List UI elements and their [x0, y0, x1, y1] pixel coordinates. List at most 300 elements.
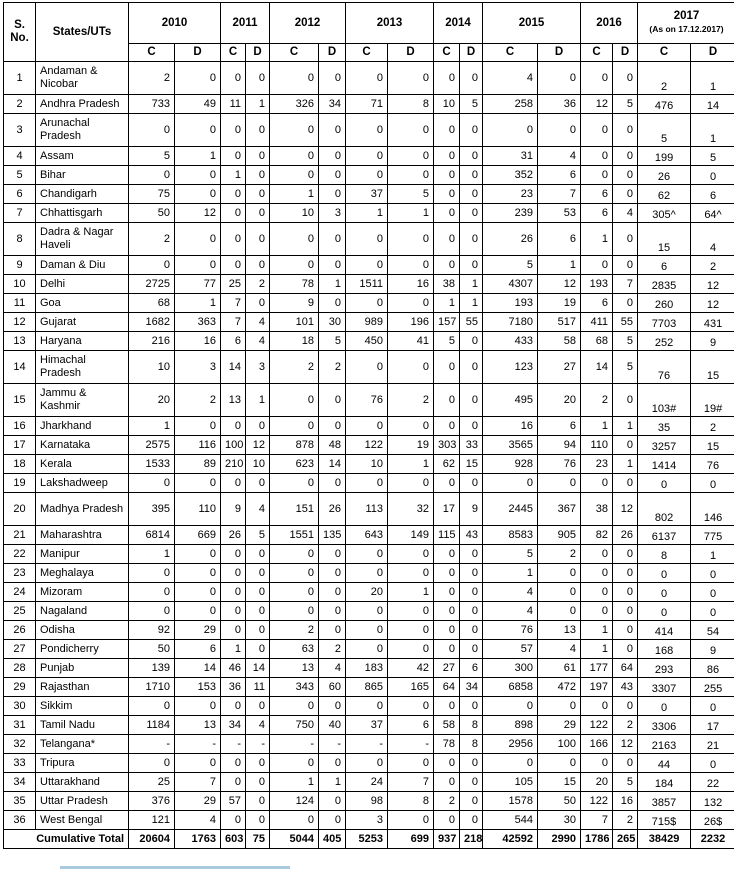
value-cell: 0 — [221, 147, 246, 166]
value-cell: 0 — [221, 545, 246, 564]
value-cell: 0 — [434, 62, 460, 95]
table-row — [4, 493, 734, 526]
value-cell: 2725 — [129, 275, 175, 294]
value-cell: 92 — [129, 621, 175, 640]
value-cell: 2 — [270, 351, 319, 384]
value-cell: 14 — [581, 351, 613, 384]
value-cell: 300 — [483, 659, 538, 678]
state-name-cell: Tamil Nadu — [36, 716, 129, 735]
value-cell: 476 — [638, 95, 691, 114]
value-cell: 1 — [581, 223, 613, 256]
value-cell: 0 — [638, 602, 691, 621]
value-cell: 64 — [434, 678, 460, 697]
value-cell: 0 — [346, 294, 388, 313]
value-cell: 0 — [613, 166, 638, 185]
value-cell: 411 — [581, 313, 613, 332]
value-cell: 6814 — [129, 526, 175, 545]
value-cell: 115 — [434, 526, 460, 545]
value-cell: 1682 — [129, 313, 175, 332]
value-cell: 12 — [691, 294, 734, 313]
table-row — [4, 773, 734, 792]
total-value-cell: 265 — [613, 830, 638, 849]
value-cell: 433 — [483, 332, 538, 351]
value-cell: 12 — [691, 275, 734, 294]
value-cell: 14 — [691, 95, 734, 114]
value-cell: 450 — [346, 332, 388, 351]
table-row — [4, 545, 734, 564]
value-cell: 122 — [581, 792, 613, 811]
state-name-cell: Daman & Diu — [36, 256, 129, 275]
value-cell: 0 — [388, 621, 434, 640]
value-cell: 0 — [319, 811, 346, 830]
state-name-cell: Arunachal Pradesh — [36, 114, 129, 147]
value-cell: 8 — [388, 95, 434, 114]
value-cell: - — [221, 735, 246, 754]
value-cell: 2 — [691, 256, 734, 275]
value-cell: 61 — [538, 659, 581, 678]
state-name-cell: Dadra & Nagar Haveli — [36, 223, 129, 256]
value-cell: 86 — [691, 659, 734, 678]
value-cell: 15 — [460, 455, 483, 474]
value-cell: 196 — [388, 313, 434, 332]
value-cell: 7 — [613, 275, 638, 294]
value-cell: 0 — [434, 417, 460, 436]
value-cell: 34 — [221, 716, 246, 735]
value-cell: 1 — [581, 417, 613, 436]
value-cell: 1 — [246, 95, 270, 114]
value-cell: 6 — [388, 716, 434, 735]
value-cell: 0 — [691, 697, 734, 716]
value-cell: 49 — [175, 95, 221, 114]
state-name-cell: Uttar Pradesh — [36, 792, 129, 811]
value-cell: 33 — [460, 436, 483, 455]
state-name-cell: Jharkhand — [36, 417, 129, 436]
sno-cell: 4 — [4, 147, 36, 166]
sno-cell: 23 — [4, 564, 36, 583]
value-cell: 0 — [346, 564, 388, 583]
value-cell: 0 — [613, 436, 638, 455]
total-value-cell: 42592 — [483, 830, 538, 849]
value-cell: 0 — [175, 256, 221, 275]
value-cell: 20 — [581, 773, 613, 792]
value-cell: 12 — [175, 204, 221, 223]
value-cell: 0 — [388, 754, 434, 773]
value-cell: 0 — [434, 754, 460, 773]
value-cell: 12 — [246, 436, 270, 455]
value-cell: 12 — [538, 275, 581, 294]
sno-cell: 3 — [4, 114, 36, 147]
value-cell: 0 — [581, 545, 613, 564]
value-cell: 0 — [460, 773, 483, 792]
total-value-cell: 937 — [434, 830, 460, 849]
value-cell: 139 — [129, 659, 175, 678]
value-cell: 2 — [319, 351, 346, 384]
value-cell: 166 — [581, 735, 613, 754]
value-cell: 414 — [638, 621, 691, 640]
value-cell: 26 — [221, 526, 246, 545]
state-name-cell: Madhya Pradesh — [36, 493, 129, 526]
value-cell: 4 — [483, 583, 538, 602]
table-row — [4, 697, 734, 716]
value-cell: 53 — [538, 204, 581, 223]
value-cell: 3565 — [483, 436, 538, 455]
total-value-cell: 1786 — [581, 830, 613, 849]
value-cell: 0 — [129, 754, 175, 773]
subheader-c-2011: C — [221, 44, 246, 62]
value-cell: 517 — [538, 313, 581, 332]
value-cell: 6858 — [483, 678, 538, 697]
sno-cell: 21 — [4, 526, 36, 545]
value-cell: 0 — [581, 583, 613, 602]
value-cell: 62 — [638, 185, 691, 204]
value-cell: 1414 — [638, 455, 691, 474]
value-cell: 0 — [175, 185, 221, 204]
value-cell: 0 — [434, 204, 460, 223]
value-cell: 0 — [460, 474, 483, 493]
table-row — [4, 95, 734, 114]
value-cell: 2 — [319, 640, 346, 659]
value-cell: 19 — [388, 436, 434, 455]
value-cell: 0 — [483, 697, 538, 716]
value-cell: 643 — [346, 526, 388, 545]
value-cell: 1 — [538, 256, 581, 275]
table-row — [4, 62, 734, 95]
value-cell: 8583 — [483, 526, 538, 545]
value-cell: 68 — [129, 294, 175, 313]
value-cell: 898 — [483, 716, 538, 735]
value-cell: 76 — [346, 384, 388, 417]
value-cell: 0 — [246, 602, 270, 621]
state-name-cell: Nagaland — [36, 602, 129, 621]
value-cell: 3 — [346, 811, 388, 830]
value-cell: 0 — [346, 256, 388, 275]
value-cell: 0 — [460, 384, 483, 417]
value-cell: 0 — [129, 166, 175, 185]
value-cell: 0 — [581, 564, 613, 583]
value-cell: 0 — [246, 417, 270, 436]
value-cell: 0 — [388, 256, 434, 275]
value-cell: 0 — [538, 564, 581, 583]
value-cell: 0 — [434, 351, 460, 384]
value-cell: 0 — [129, 564, 175, 583]
value-cell: 1533 — [129, 455, 175, 474]
value-cell: 3307 — [638, 678, 691, 697]
value-cell: 193 — [483, 294, 538, 313]
state-name-cell: Meghalaya — [36, 564, 129, 583]
sno-cell: 10 — [4, 275, 36, 294]
value-cell: 0 — [613, 474, 638, 493]
value-cell: 0 — [246, 62, 270, 95]
value-cell: 0 — [221, 62, 246, 95]
total-value-cell: 1763 — [175, 830, 221, 849]
table-row — [4, 564, 734, 583]
sno-cell: 32 — [4, 735, 36, 754]
table-row — [4, 185, 734, 204]
value-cell: 0 — [434, 114, 460, 147]
value-cell: 98 — [346, 792, 388, 811]
value-cell: 1 — [691, 114, 734, 147]
sno-header: S. No. — [4, 3, 36, 62]
value-cell: 623 — [270, 455, 319, 474]
value-cell: 1 — [483, 564, 538, 583]
value-cell: 26 — [319, 493, 346, 526]
value-cell: 0 — [388, 811, 434, 830]
value-cell: 0 — [538, 583, 581, 602]
state-name-cell: Uttarakhand — [36, 773, 129, 792]
table-row — [4, 716, 734, 735]
value-cell: 8 — [460, 716, 483, 735]
table-row — [4, 147, 734, 166]
value-cell: 165 — [388, 678, 434, 697]
value-cell: 2 — [246, 275, 270, 294]
value-cell: 15 — [638, 223, 691, 256]
value-cell: 0 — [388, 697, 434, 716]
state-name-cell: Manipur — [36, 545, 129, 564]
state-name-cell: Delhi — [36, 275, 129, 294]
value-cell: 0 — [460, 256, 483, 275]
value-cell: 50 — [129, 640, 175, 659]
value-cell: 0 — [460, 792, 483, 811]
value-cell: 12 — [581, 95, 613, 114]
year-header-2013: 2013 — [346, 3, 434, 44]
value-cell: 0 — [388, 474, 434, 493]
value-cell: 197 — [581, 678, 613, 697]
value-cell: 122 — [581, 716, 613, 735]
sno-cell: 19 — [4, 474, 36, 493]
value-cell: 0 — [638, 474, 691, 493]
value-cell: 0 — [175, 545, 221, 564]
state-name-cell: Goa — [36, 294, 129, 313]
value-cell: 0 — [270, 811, 319, 830]
value-cell: 5 — [613, 773, 638, 792]
table-row — [4, 351, 734, 384]
value-cell: 0 — [613, 185, 638, 204]
sno-cell: 22 — [4, 545, 36, 564]
value-cell: 1 — [221, 640, 246, 659]
value-cell: 0 — [613, 545, 638, 564]
value-cell: 63 — [270, 640, 319, 659]
state-name-cell: Bihar — [36, 166, 129, 185]
value-cell: - — [246, 735, 270, 754]
value-cell: 0 — [434, 564, 460, 583]
value-cell: 46 — [221, 659, 246, 678]
value-cell: 15 — [538, 773, 581, 792]
value-cell: 2 — [538, 545, 581, 564]
value-cell: 8 — [388, 792, 434, 811]
value-cell: 40 — [319, 716, 346, 735]
value-cell: 0 — [434, 223, 460, 256]
value-cell: 0 — [246, 114, 270, 147]
value-cell: 0 — [434, 256, 460, 275]
value-cell: 0 — [613, 384, 638, 417]
state-name-cell: Sikkim — [36, 697, 129, 716]
value-cell: 5 — [246, 526, 270, 545]
value-cell: 10 — [246, 455, 270, 474]
value-cell: 1710 — [129, 678, 175, 697]
state-name-cell: Karnataka — [36, 436, 129, 455]
value-cell: 4 — [538, 147, 581, 166]
value-cell: 1 — [270, 185, 319, 204]
value-cell: - — [270, 735, 319, 754]
subheader-d-2017: D — [691, 44, 734, 62]
value-cell: 0 — [246, 474, 270, 493]
value-cell: 1511 — [346, 275, 388, 294]
state-name-cell: Telangana* — [36, 735, 129, 754]
value-cell: 0 — [319, 545, 346, 564]
value-cell: 544 — [483, 811, 538, 830]
table-row — [4, 792, 734, 811]
value-cell: 0 — [434, 474, 460, 493]
total-value-cell: 603 — [221, 830, 246, 849]
total-value-cell: 38429 — [638, 830, 691, 849]
value-cell: 0 — [270, 545, 319, 564]
value-cell: 0 — [175, 166, 221, 185]
value-cell: 64^ — [691, 204, 734, 223]
value-cell: 43 — [460, 526, 483, 545]
subheader-d-2012: D — [319, 44, 346, 62]
value-cell: 3 — [246, 351, 270, 384]
value-cell: 1 — [221, 166, 246, 185]
value-cell: 6 — [221, 332, 246, 351]
value-cell: 54 — [691, 621, 734, 640]
value-cell: 10 — [346, 455, 388, 474]
value-cell: 0 — [460, 114, 483, 147]
value-cell: 0 — [270, 256, 319, 275]
table-row — [4, 735, 734, 754]
value-cell: 0 — [246, 185, 270, 204]
value-cell: 1 — [270, 773, 319, 792]
value-cell: 26 — [483, 223, 538, 256]
value-cell: 71 — [346, 95, 388, 114]
value-cell: - — [388, 735, 434, 754]
value-cell: 4 — [246, 313, 270, 332]
value-cell: 252 — [638, 332, 691, 351]
value-cell: 44 — [638, 754, 691, 773]
value-cell: 0 — [581, 474, 613, 493]
value-cell: 0 — [270, 602, 319, 621]
value-cell: 26$ — [691, 811, 734, 830]
value-cell: 57 — [221, 792, 246, 811]
value-cell: 100 — [221, 436, 246, 455]
table-row — [4, 602, 734, 621]
value-cell: 30 — [319, 313, 346, 332]
value-cell: 0 — [221, 204, 246, 223]
subheader-d-2011: D — [246, 44, 270, 62]
value-cell: 132 — [691, 792, 734, 811]
value-cell: 4 — [483, 602, 538, 621]
total-value-cell: 699 — [388, 830, 434, 849]
value-cell: 5 — [460, 95, 483, 114]
value-cell: 0 — [388, 147, 434, 166]
value-cell: 183 — [346, 659, 388, 678]
value-cell: 62 — [434, 455, 460, 474]
table-row — [4, 583, 734, 602]
value-cell: 3857 — [638, 792, 691, 811]
value-cell: 0 — [270, 114, 319, 147]
value-cell: 0 — [319, 294, 346, 313]
value-cell: 5 — [129, 147, 175, 166]
value-cell: 1 — [129, 545, 175, 564]
sno-cell: 27 — [4, 640, 36, 659]
value-cell: 0 — [346, 114, 388, 147]
value-cell: 0 — [270, 62, 319, 95]
value-cell: 0 — [460, 811, 483, 830]
sno-cell: 31 — [4, 716, 36, 735]
value-cell: 77 — [175, 275, 221, 294]
value-cell: 0 — [319, 114, 346, 147]
value-cell: 0 — [346, 640, 388, 659]
value-cell: 2 — [613, 716, 638, 735]
value-cell: 6 — [175, 640, 221, 659]
value-cell: 0 — [346, 602, 388, 621]
value-cell: 27 — [434, 659, 460, 678]
value-cell: 1 — [388, 583, 434, 602]
value-cell: 0 — [346, 417, 388, 436]
value-cell: 78 — [434, 735, 460, 754]
value-cell: 7 — [388, 773, 434, 792]
value-cell: 177 — [581, 659, 613, 678]
value-cell: 6 — [581, 185, 613, 204]
value-cell: 0 — [346, 621, 388, 640]
value-cell: 0 — [129, 583, 175, 602]
value-cell: 0 — [581, 697, 613, 716]
value-cell: 0 — [460, 583, 483, 602]
value-cell: 0 — [221, 754, 246, 773]
value-cell: 0 — [691, 474, 734, 493]
value-cell: 0 — [388, 166, 434, 185]
value-cell: 3257 — [638, 436, 691, 455]
value-cell: 0 — [319, 564, 346, 583]
value-cell: 0 — [270, 564, 319, 583]
value-cell: 26 — [613, 526, 638, 545]
value-cell: 0 — [270, 583, 319, 602]
value-cell: 0 — [270, 384, 319, 417]
value-cell: 255 — [691, 678, 734, 697]
value-cell: 0 — [434, 621, 460, 640]
value-cell: 0 — [538, 62, 581, 95]
value-cell: 4 — [538, 640, 581, 659]
value-cell: 2 — [691, 417, 734, 436]
value-cell: 168 — [638, 640, 691, 659]
value-cell: 0 — [434, 602, 460, 621]
value-cell: 0 — [270, 147, 319, 166]
value-cell: 4 — [613, 204, 638, 223]
value-cell: 0 — [346, 474, 388, 493]
value-cell: 1 — [319, 275, 346, 294]
value-cell: 135 — [319, 526, 346, 545]
value-cell: 0 — [221, 114, 246, 147]
value-cell: 0 — [221, 185, 246, 204]
value-cell: 0 — [221, 621, 246, 640]
value-cell: 0 — [434, 384, 460, 417]
value-cell: 669 — [175, 526, 221, 545]
sno-cell: 29 — [4, 678, 36, 697]
total-value-cell: 75 — [246, 830, 270, 849]
value-cell: 0 — [270, 474, 319, 493]
value-cell: 1 — [613, 455, 638, 474]
value-cell: 0 — [319, 147, 346, 166]
sno-cell: 11 — [4, 294, 36, 313]
value-cell: 75 — [129, 185, 175, 204]
value-cell: 0 — [319, 697, 346, 716]
table-row — [4, 166, 734, 185]
table-row — [4, 659, 734, 678]
value-cell: 1 — [691, 62, 734, 95]
value-cell: 11 — [221, 95, 246, 114]
value-cell: 0 — [483, 474, 538, 493]
value-cell: 27 — [538, 351, 581, 384]
value-cell: 0 — [613, 223, 638, 256]
